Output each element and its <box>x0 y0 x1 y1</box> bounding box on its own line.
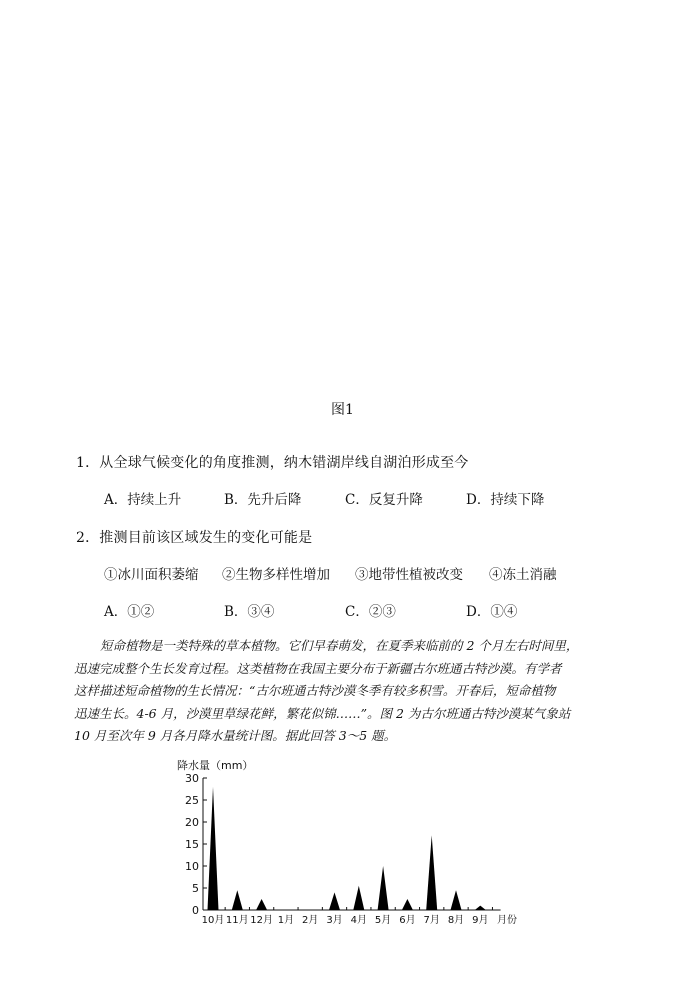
precipitation-peak <box>232 890 243 910</box>
precipitation-peak <box>451 890 462 910</box>
precipitation-peak <box>378 866 389 910</box>
q1-option-c: C．反复升降 <box>345 492 423 508</box>
y-tick-label: 10 <box>185 860 199 873</box>
question-1-stem: 1．从全球气候变化的角度推测，纳木错湖岸线自湖泊形成至今 <box>76 455 469 471</box>
q2-option-b: B．③④ <box>224 604 275 620</box>
passage-line-4: 迅速生长。4-6 月，沙漠里草绿花鲜，繁花似锦……”。图 2 为古尔班通古特沙漠某气象站 <box>74 705 571 721</box>
precipitation-peak <box>256 899 267 910</box>
y-tick-label: 20 <box>185 816 199 829</box>
y-tick-label: 30 <box>185 772 199 785</box>
q1-option-d: D．持续下降 <box>466 492 545 508</box>
x-tick-label: 2月 <box>302 915 319 926</box>
figure1-caption: 图1 <box>331 402 354 418</box>
x-tick-label: 10月 <box>201 915 225 926</box>
q2-statement-4: ④冻土消融 <box>489 567 557 583</box>
precipitation-peak <box>426 835 437 910</box>
x-tick-label: 8月 <box>447 915 465 926</box>
y-tick-label: 0 <box>192 904 199 917</box>
passage-line-3: 这样描述短命植物的生长情况：“古尔班通古特沙漠冬季有较多积雪。开春后，短命植物 <box>74 683 556 698</box>
q2-statement-3: ③地带性植被改变 <box>355 567 463 583</box>
y-tick-label: 25 <box>185 794 199 807</box>
x-tick-label: 5月 <box>374 915 392 926</box>
q1-option-a: A．持续上升 <box>104 492 182 508</box>
x-tick-label: 1月 <box>277 915 295 926</box>
x-tick-label: 11月 <box>225 915 249 926</box>
y-axis-label: 降水量（mm） <box>177 759 254 772</box>
precipitation-peak <box>329 892 340 910</box>
precipitation-peak <box>353 886 364 910</box>
x-tick-label: 9月 <box>472 915 489 926</box>
q2-option-c: C．②③ <box>345 604 396 620</box>
passage-line-1: 短命植物是一类特殊的草本植物。它们早春萌发，在夏季来临前的 2 个月左右时间里， <box>100 638 579 653</box>
x-tick-label: 12月 <box>250 915 273 926</box>
q2-option-a: A．①② <box>104 604 155 620</box>
x-tick-label: 6月 <box>399 915 416 926</box>
passage-line-2: 迅速完成整个生长发育过程。这类植物在我国主要分布于新疆古尔班通古特沙漠。有学者 <box>74 660 562 676</box>
precipitation-peak <box>208 787 219 910</box>
precipitation-peak <box>475 906 486 910</box>
y-tick-label: 15 <box>185 838 199 851</box>
x-tick-label: 4月 <box>350 915 367 926</box>
q2-option-d: D．①④ <box>466 604 518 620</box>
q1-option-b: B．先升后降 <box>224 492 302 508</box>
x-tick-label: 3月 <box>326 915 343 926</box>
q2-statement-2: ②生物多样性增加 <box>222 567 330 583</box>
q2-statement-1: ①冰川面积萎缩 <box>104 567 199 583</box>
passage-line-5: 10 月至次年 9 月各月降水量统计图。据此回答 3～5 题。 <box>74 728 397 743</box>
x-axis-label: 月份 <box>497 915 517 926</box>
y-tick-label: 5 <box>192 882 199 895</box>
x-tick-label: 7月 <box>423 915 440 926</box>
precipitation-peak <box>402 899 413 910</box>
question-2-stem: 2．推测目前该区域发生的变化可能是 <box>76 530 313 546</box>
